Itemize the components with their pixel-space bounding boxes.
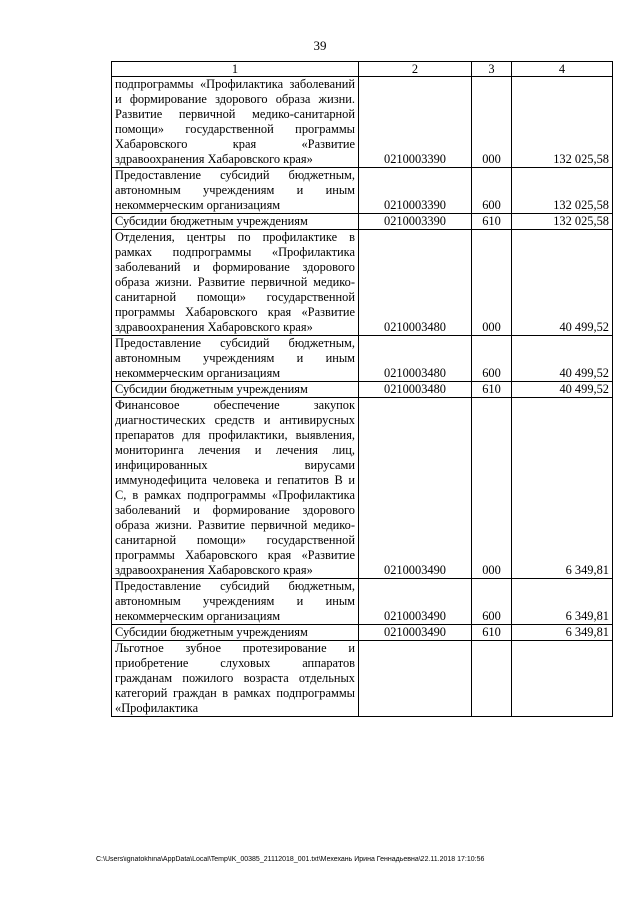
row-name-cell: Предоставление субсидий бюджетным, автономным учреждениям и иным некоммерческим организациям <box>112 336 359 382</box>
row-sum-cell: 40 499,52 <box>512 336 613 382</box>
row-type-cell: 000 <box>472 398 512 579</box>
footer-file-path: C:\Users\ignatokhina\AppData\Local\Temp\IK_00385_21112018_001.txt\Мехехань Ирина Геннадьевна\22.11.2018 17:10:56 <box>96 856 485 863</box>
row-type-cell: 600 <box>472 579 512 625</box>
row-name-cell: Льготное зубное протезирование и приобретение слуховых аппаратов гражданам пожилого возраста отдельных категорий граждан в рамках подпрограммы «Профилактика <box>112 641 359 717</box>
row-sum-cell: 6 349,81 <box>512 398 613 579</box>
table-row <box>112 641 613 717</box>
row-sum-cell: 132 025,58 <box>512 168 613 214</box>
row-code-cell: 0210003490 <box>359 579 472 625</box>
row-name-cell: Финансовое обеспечение закупок диагностических средств и антивирусных препаратов для профилактики, выявления, мониторинга лечения и лечения лиц, инфицированных вирусами иммунодефицита человека и гепатитов В и С, в рамках подпрограммы «Профилактика заболеваний и формирование здорового образа жизни. Развитие первичной медико-санитарной помощи» государственной программы Хабаровского края «Развитие здравоохранения Хабаровского края» <box>112 398 359 579</box>
column-header-type: 3 <box>472 62 512 77</box>
row-type-cell: 610 <box>472 625 512 641</box>
column-header-code: 2 <box>359 62 472 77</box>
budget-table <box>111 61 613 717</box>
row-sum-cell: 40 499,52 <box>512 382 613 398</box>
row-name-cell: Предоставление субсидий бюджетным, автономным учреждениям и иным некоммерческим организациям <box>112 579 359 625</box>
row-name-cell: Субсидии бюджетным учреждениям <box>112 214 359 230</box>
row-name-cell: Субсидии бюджетным учреждениям <box>112 382 359 398</box>
row-type-cell <box>472 641 512 717</box>
row-code-cell: 0210003390 <box>359 77 472 168</box>
row-sum-cell: 132 025,58 <box>512 77 613 168</box>
row-name-cell: Субсидии бюджетным учреждениям <box>112 625 359 641</box>
row-code-cell: 0210003490 <box>359 398 472 579</box>
table-row <box>112 398 613 579</box>
row-type-cell: 600 <box>472 336 512 382</box>
row-code-cell: 0210003480 <box>359 230 472 336</box>
page-number: 39 <box>313 38 327 53</box>
row-type-cell: 000 <box>472 77 512 168</box>
table-row <box>112 77 613 168</box>
row-code-cell: 0210003390 <box>359 168 472 214</box>
row-type-cell: 600 <box>472 168 512 214</box>
row-name-cell: подпрограммы «Профилактика заболеваний и формирование здорового образа жизни. Развитие первичной медико-санитарной помощи» государственной программы Хабаровского края «Развитие здравоохранения Хабаровского края» <box>112 77 359 168</box>
column-header-name: 1 <box>112 62 359 77</box>
row-code-cell <box>359 641 472 717</box>
table-row <box>112 579 613 625</box>
row-code-cell: 0210003490 <box>359 625 472 641</box>
row-sum-cell <box>512 641 613 717</box>
table-row <box>112 214 613 230</box>
table-header-row <box>112 62 613 77</box>
row-name-cell: Отделения, центры по профилактике в рамках подпрограммы «Профилактика заболеваний и формирование здорового образа жизни. Развитие первичной медико-санитарной помощи» государственной программы Хабаровского края «Развитие здравоохранения Хабаровского края» <box>112 230 359 336</box>
column-header-sum: 4 <box>512 62 613 77</box>
row-code-cell: 0210003480 <box>359 382 472 398</box>
row-name-cell: Предоставление субсидий бюджетным, автономным учреждениям и иным некоммерческим организациям <box>112 168 359 214</box>
row-code-cell: 0210003480 <box>359 336 472 382</box>
row-sum-cell: 40 499,52 <box>512 230 613 336</box>
table-row <box>112 168 613 214</box>
row-sum-cell: 6 349,81 <box>512 625 613 641</box>
table-row <box>112 625 613 641</box>
table-row <box>112 382 613 398</box>
table-row <box>112 336 613 382</box>
row-type-cell: 000 <box>472 230 512 336</box>
row-code-cell: 0210003390 <box>359 214 472 230</box>
table-body <box>112 77 613 717</box>
table-row <box>112 230 613 336</box>
row-type-cell: 610 <box>472 214 512 230</box>
row-sum-cell: 6 349,81 <box>512 579 613 625</box>
row-type-cell: 610 <box>472 382 512 398</box>
row-sum-cell: 132 025,58 <box>512 214 613 230</box>
